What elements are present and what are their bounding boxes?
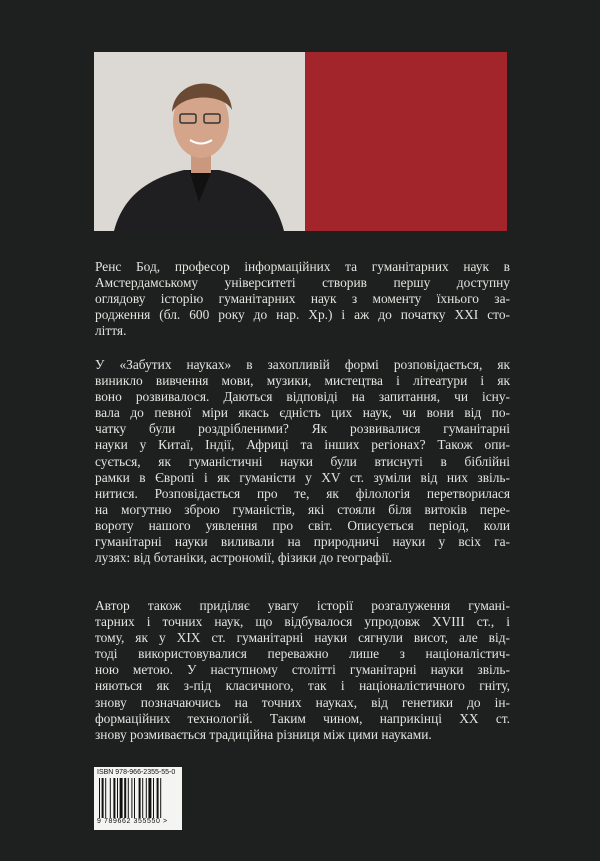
text-line: няються як з-під класичного, так і націоналістичного гніту, [95,678,510,694]
text-line: сується, як гуманістичні науки були втиснуті в біблійні [95,453,510,469]
text-line: формаційних технологій. Таким чином, наприкінці XX ст. [95,710,510,726]
text-line: ною метою. У наступному столітті гуманітарні науки звіль- [95,662,510,678]
text-line: тому, як у XIX ст. гуманітарні науки сягнули висот, але від- [95,630,510,646]
text-line: лузях: від ботаніки, астрономії, фізики до географії. [95,550,393,566]
isbn-barcode [94,767,182,830]
text-line: на могутню зброю гуманістів, які стояли біля витоків пере- [95,501,510,517]
isbn-label: ISBN 978-966-2355-55-0 [97,769,176,776]
text-line: чатку були роздрібленими? Як розвивалися гуманітарні [95,421,510,437]
text-line: рамки в Європі і як гуманісти у XV ст. зуміли від них звіль- [95,469,510,485]
text-line: вала до певної міри якась єдність цих наук, чи вони від по- [95,405,510,421]
text-line: тоді використовувалися переважно лише з націоналістич- [95,646,510,662]
text-line: У «Забутих науках» в захопливій формі розповідається, як [95,357,510,372]
text-line: виникло вивчення мови, музики, мистецтва і літеатури і як [95,373,510,389]
text-line: Автор також приділяє увагу історії розгалуження гумані- [95,598,510,613]
paragraph-author-focus [95,598,510,743]
paragraph-book-summary [95,357,510,566]
text-line: вороту нашого уявлення про світ. Описується період, коли [95,517,510,533]
text-line: ліття. [95,323,127,339]
text-line: родження (бл. 600 року до нар. Хр.) і аж до початку XXI сто- [95,307,510,323]
text-line: воно розвивалося. Даються відповіді на запитання, чи існу- [95,389,510,405]
author-photo [94,52,305,231]
text-line: нитися. Розповідається про те, як філологія перетворилася [95,485,510,501]
author-portrait-illustration [94,52,305,231]
text-line: тарних і точних наук, що відбувалося упродовж XVIII ст., і [95,614,510,630]
text-line: Ренс Бод, професор інформаційних та гуманітарних наук в [95,259,510,274]
barcode-bars-icon [99,778,177,818]
barcode-digits: 9 789662 355550 > [97,818,168,825]
text-line: науки у Китаї, Індії, Африці та інших регіонах? Також опи- [95,437,510,453]
text-line: гуманітарні науки виливали на природничі науки у всіх га- [95,534,510,550]
text-line: оглядову історію гуманітарних наук з моменту їхнього за- [95,291,510,307]
paragraph-author-intro [95,259,510,339]
text-line: знову позначаючись на точних науках, від генетики до ін- [95,694,510,710]
text-line: Амстердамському університеті створив першу доступну [95,275,510,291]
red-accent-panel [305,52,507,231]
text-line: знову розмивається традиційна різниця між цими науками. [95,726,432,742]
